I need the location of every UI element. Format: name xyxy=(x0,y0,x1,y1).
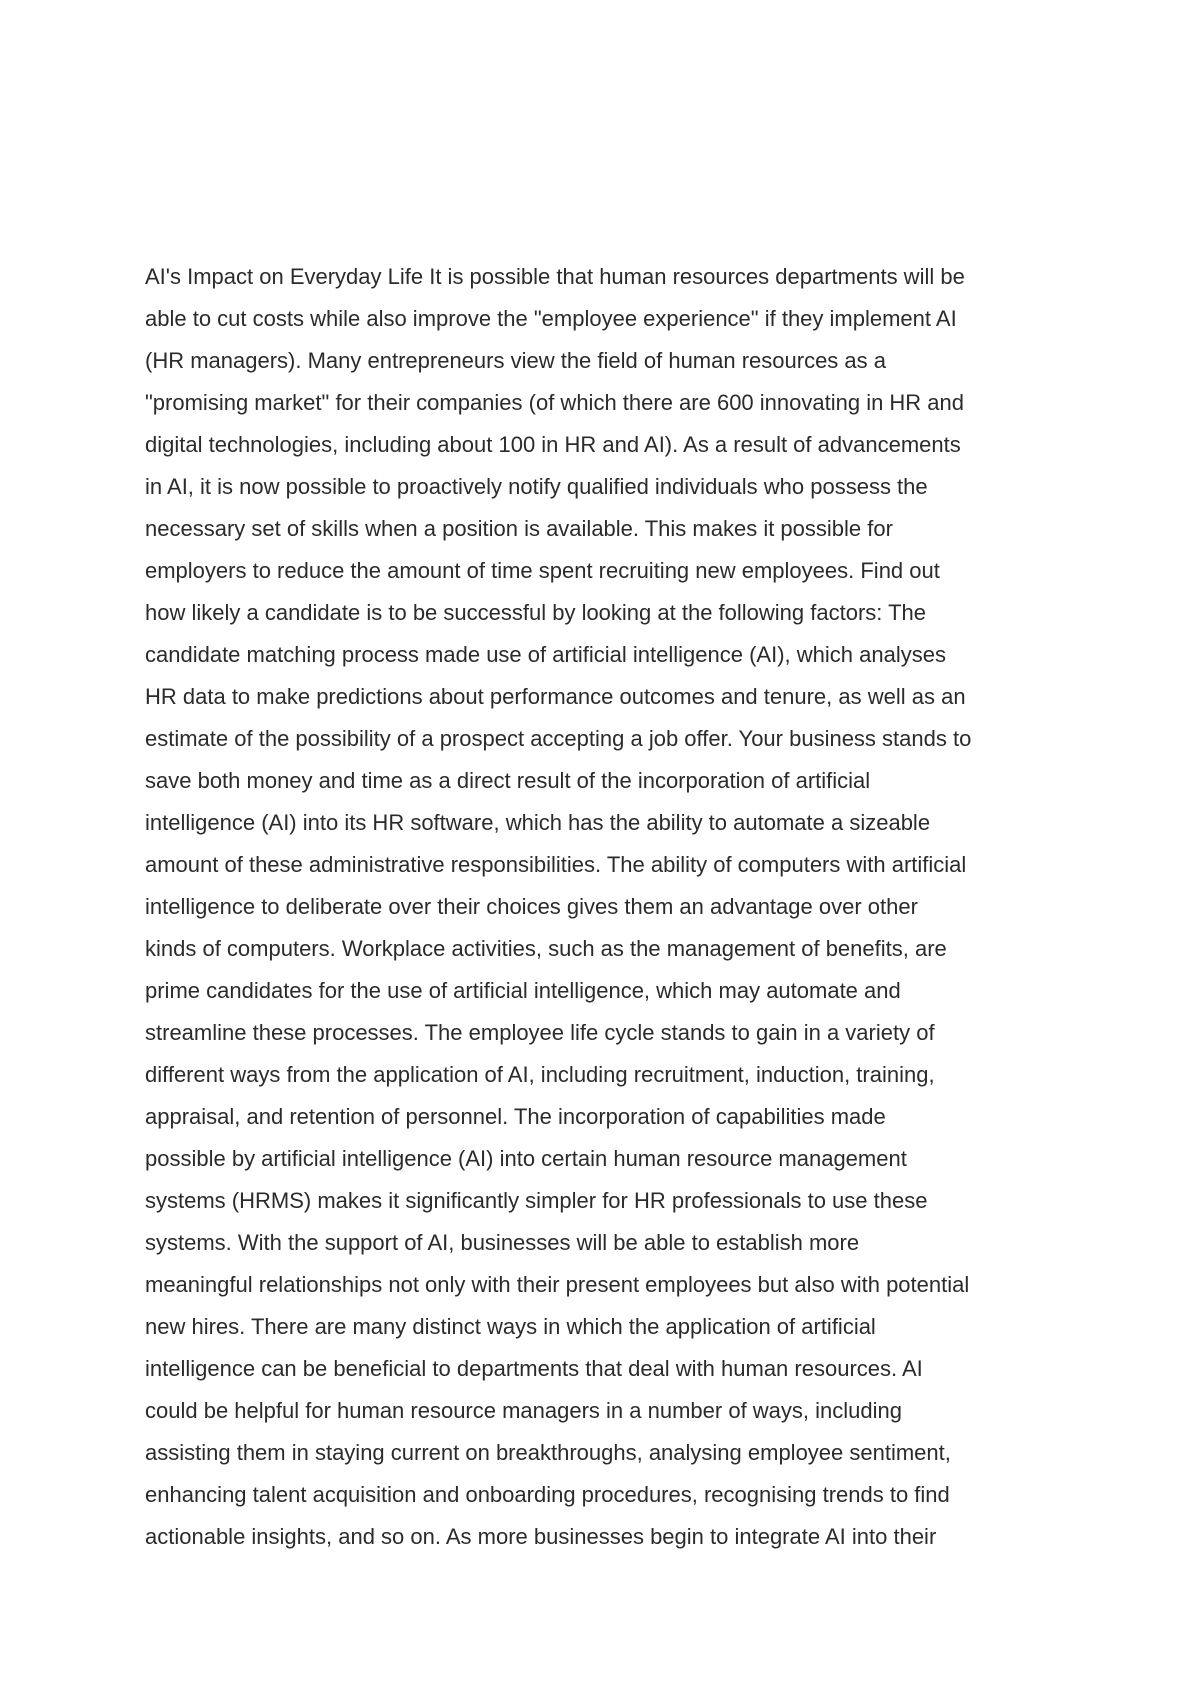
text-line: digital technologies, including about 100 in HR and AI). As a result of advancements xyxy=(145,432,961,457)
text-line: new hires. There are many distinct ways in which the application of artificial xyxy=(145,1314,876,1339)
text-line: candidate matching process made use of artificial intelligence (AI), which analyses xyxy=(145,642,946,667)
text-line: estimate of the possibility of a prospect accepting a job offer. Your business stands to xyxy=(145,726,972,751)
text-line: appraisal, and retention of personnel. The incorporation of capabilities made xyxy=(145,1104,886,1129)
text-line: streamline these processes. The employee life cycle stands to gain in a variety of xyxy=(145,1020,935,1045)
text-line: (HR managers). Many entrepreneurs view the field of human resources as a xyxy=(145,348,887,373)
text-line: necessary set of skills when a position is available. This makes it possible for xyxy=(145,516,893,541)
text-line: save both money and time as a direct result of the incorporation of artificial xyxy=(145,768,871,793)
text-line: systems. With the support of AI, businesses will be able to establish more xyxy=(145,1230,860,1255)
text-line: systems (HRMS) makes it significantly simpler for HR professionals to use these xyxy=(145,1188,928,1213)
text-line: intelligence can be beneficial to departments that deal with human resources. AI xyxy=(145,1356,923,1381)
text-line: kinds of computers. Workplace activities, such as the management of benefits, are xyxy=(145,936,947,961)
text-line: able to cut costs while also improve the "employee experience" if they implement AI xyxy=(145,306,957,331)
text-line: employers to reduce the amount of time spent recruiting new employees. Find out xyxy=(145,558,940,583)
text-line: amount of these administrative responsibilities. The ability of computers with artificial xyxy=(145,852,967,877)
text-line: HR data to make predictions about performance outcomes and tenure, as well as an xyxy=(145,684,966,709)
text-line: in AI, it is now possible to proactively notify qualified individuals who possess the xyxy=(145,474,928,499)
text-line: could be helpful for human resource managers in a number of ways, including xyxy=(145,1398,902,1423)
text-line: "promising market" for their companies (of which there are 600 innovating in HR and xyxy=(145,390,965,415)
text-line: intelligence to deliberate over their choices gives them an advantage over other xyxy=(145,894,918,919)
text-line: actionable insights, and so on. As more businesses begin to integrate AI into their xyxy=(145,1524,937,1549)
text-line: enhancing talent acquisition and onboarding procedures, recognising trends to find xyxy=(145,1482,950,1507)
body-text xyxy=(145,256,1075,1558)
text-line: intelligence (AI) into its HR software, which has the ability to automate a sizeable xyxy=(145,810,931,835)
text-line: possible by artificial intelligence (AI) into certain human resource management xyxy=(145,1146,907,1171)
text-line: how likely a candidate is to be successful by looking at the following factors: The xyxy=(145,600,927,625)
text-line: meaningful relationships not only with their present employees but also with potential xyxy=(145,1272,970,1297)
text-line: AI's Impact on Everyday Life It is possible that human resources departments will be xyxy=(145,264,965,289)
text-line: prime candidates for the use of artificial intelligence, which may automate and xyxy=(145,978,901,1003)
text-line: different ways from the application of AI, including recruitment, induction, training, xyxy=(145,1062,935,1087)
text-line: assisting them in staying current on breakthroughs, analysing employee sentiment, xyxy=(145,1440,951,1465)
